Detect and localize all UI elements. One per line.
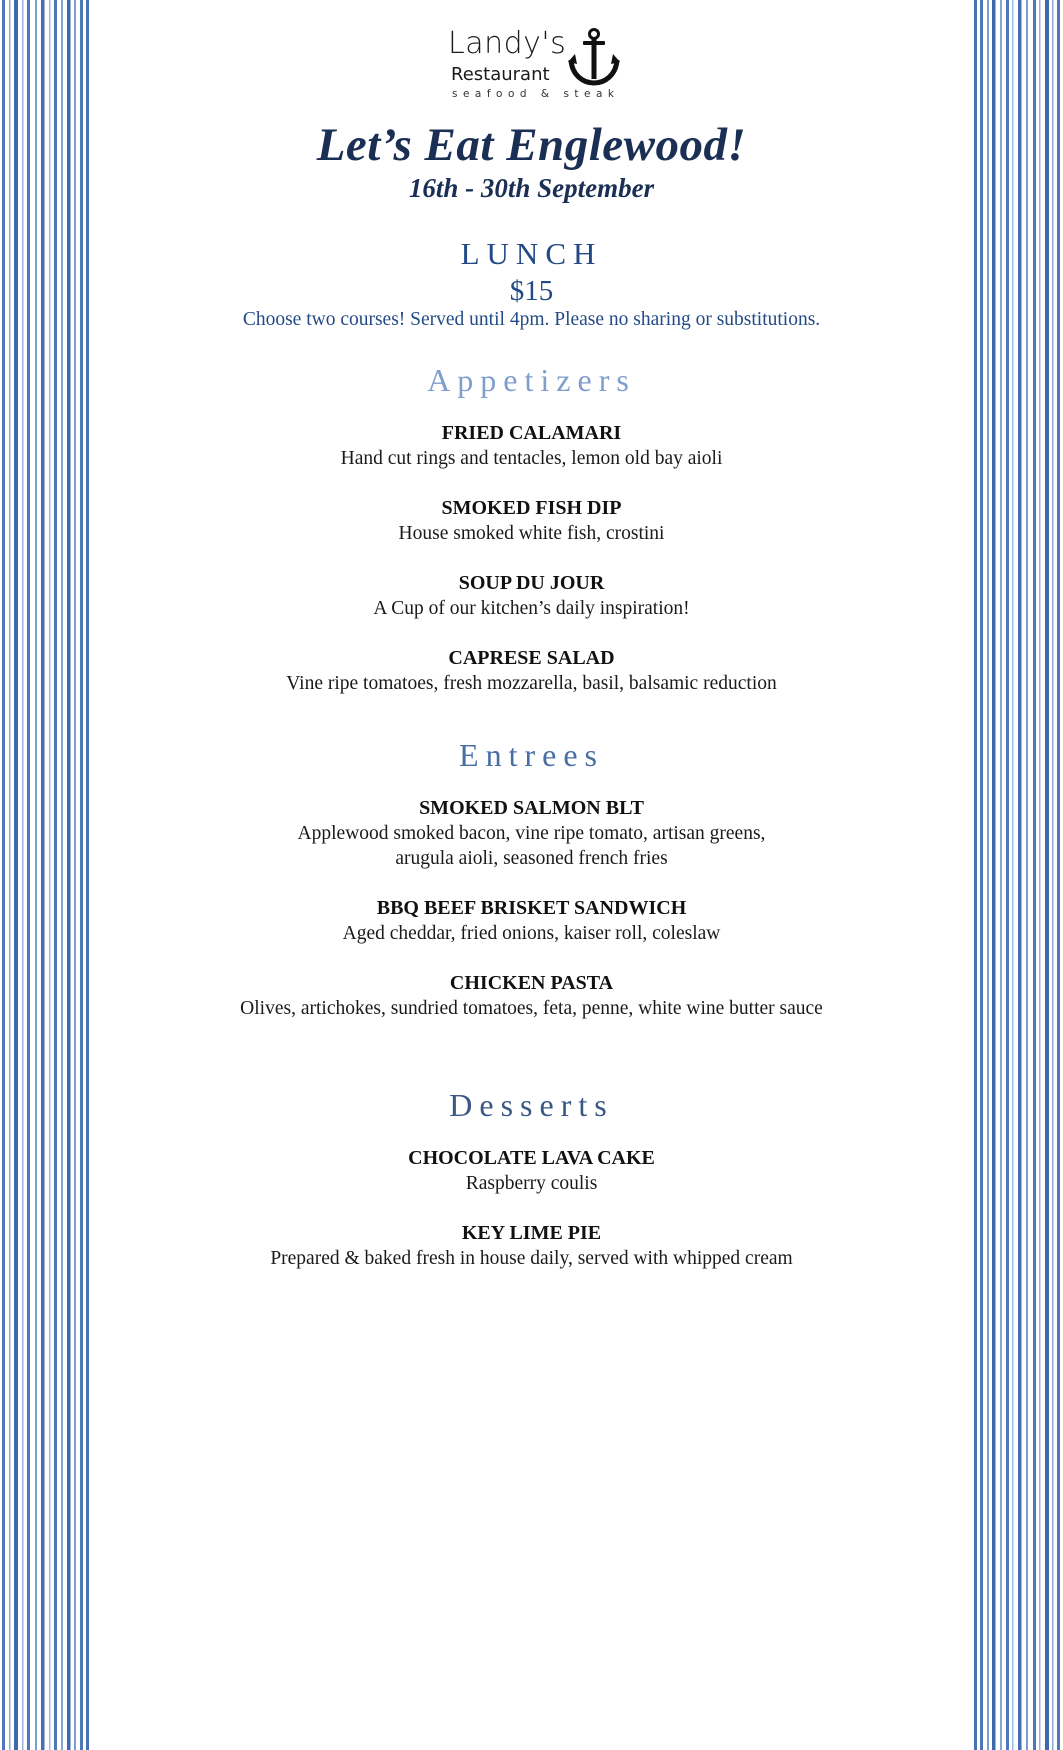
event-title: Let’s Eat Englewood! [316, 119, 747, 171]
event-dates: 16th - 30th September [408, 173, 655, 203]
item-description: House smoked white fish, crostini [398, 523, 665, 544]
anchor-icon [568, 28, 620, 88]
menu-item [120, 646, 943, 696]
item-description: Applewood smoked bacon, vine ripe tomato, artisan greens, [297, 823, 766, 844]
item-description: A Cup of our kitchen’s daily inspiration! [373, 598, 690, 619]
menu-note: Choose two courses! Served until 4pm. Please no sharing or substitutions. [242, 309, 821, 330]
item-description: Prepared & baked fresh in house daily, served with whipped cream [270, 1248, 793, 1269]
left-stripe-border [0, 0, 92, 1750]
item-name: CHICKEN PASTA [449, 972, 614, 994]
item-name: CAPRESE SALAD [448, 647, 615, 669]
menu-item [120, 971, 943, 1021]
menu-item [120, 496, 943, 546]
menu-item [120, 571, 943, 621]
item-description: Vine ripe tomatoes, fresh mozzarella, basil, balsamic reduction [286, 673, 777, 694]
section-title-appetizers: Appetizers [427, 362, 636, 398]
right-stripe-border [971, 0, 1063, 1750]
item-name: FRIED CALAMARI [441, 422, 622, 444]
logo-name: Landy's [448, 26, 567, 61]
item-description: Aged cheddar, fried onions, kaiser roll, coleslaw [342, 923, 721, 944]
item-name: SOUP DU JOUR [458, 572, 605, 594]
item-description: Raspberry coulis [465, 1173, 598, 1194]
menu-item [120, 796, 943, 871]
item-name: CHOCOLATE LAVA CAKE [408, 1147, 655, 1169]
restaurant-logo [448, 26, 638, 106]
section-title-entrees: Entrees [459, 737, 604, 773]
item-description: Olives, artichokes, sundried tomatoes, feta, penne, white wine butter sauce [240, 998, 823, 1019]
item-name: KEY LIME PIE [461, 1222, 602, 1244]
item-description: Hand cut rings and tentacles, lemon old bay aioli [340, 448, 723, 469]
menu-price: $15 [509, 275, 554, 307]
logo-tagline: seafood & steak [452, 88, 620, 100]
meal-heading: LUNCH [460, 236, 603, 271]
menu-item [120, 1146, 943, 1196]
item-name: BBQ BEEF BRISKET SANDWICH [376, 897, 687, 919]
menu-item [120, 896, 943, 946]
menu-item [120, 1221, 943, 1271]
menu-item [120, 421, 943, 471]
item-description-line-2: arugula aioli, seasoned french fries [395, 848, 668, 869]
logo-subtitle: Restaurant [451, 64, 550, 85]
item-name: SMOKED FISH DIP [441, 497, 622, 519]
item-name: SMOKED SALMON BLT [419, 797, 644, 819]
section-title-desserts: Desserts [449, 1087, 614, 1123]
